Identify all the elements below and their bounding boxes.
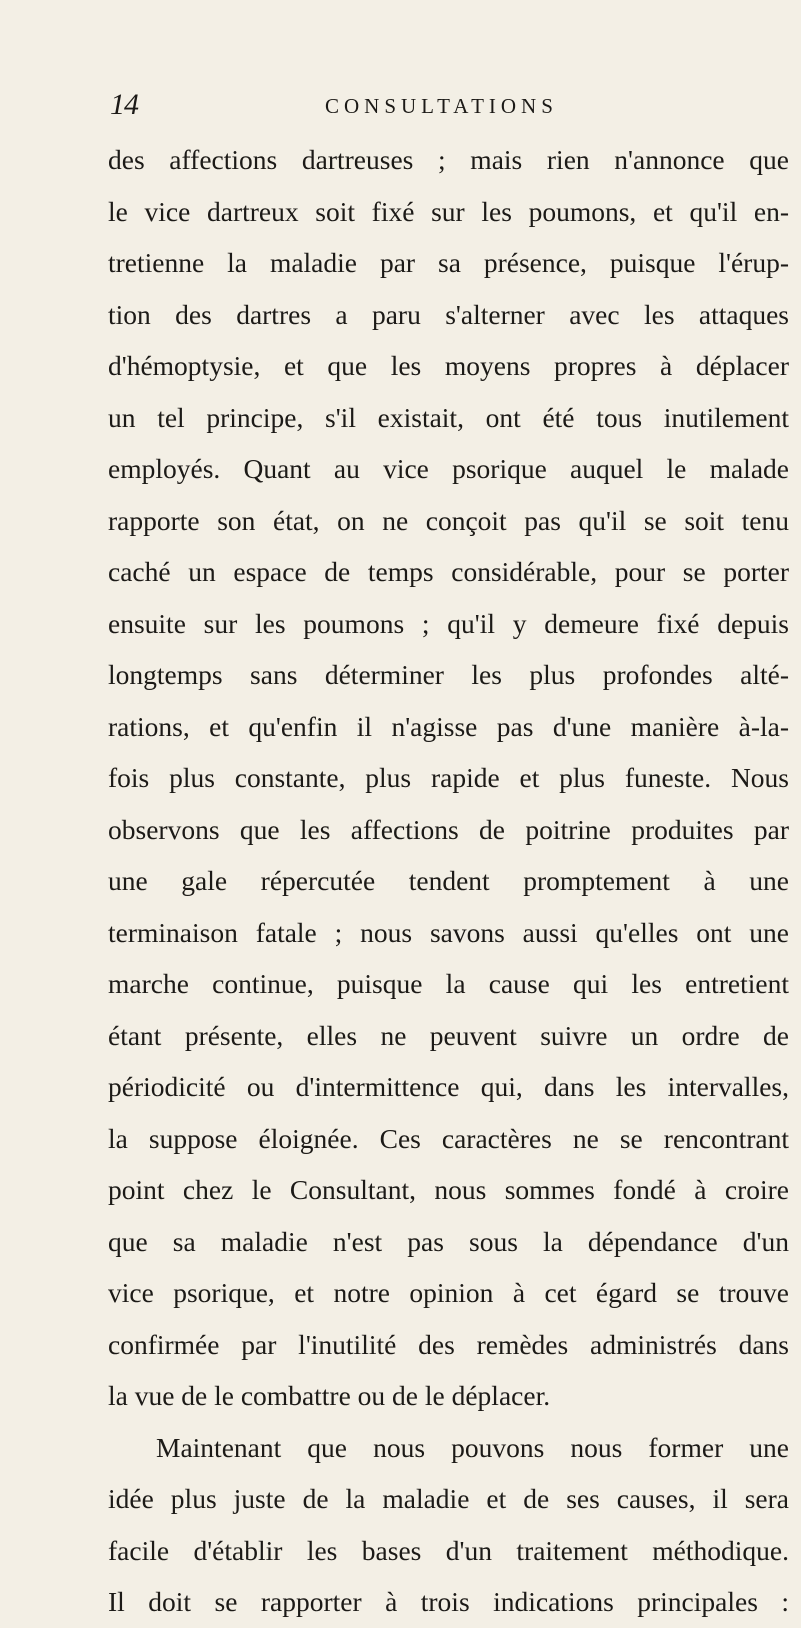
page-number: 14	[110, 88, 138, 121]
text-line: ensuite sur les poumons ; qu'il y demeure fixé depuis	[108, 607, 789, 639]
running-head: CONSULTATIONS	[325, 94, 558, 118]
text-line: des affections dartreuses ; mais rien n'annonce que	[108, 144, 789, 175]
text-line: Il doit se rapporter à trois indications principales :	[108, 1586, 789, 1617]
text-line: idée plus juste de la maladie et de ses causes, il sera	[108, 1483, 789, 1514]
text-line: un tel principe, s'il existait, ont été tous inutilement	[108, 401, 789, 433]
text-line: fois plus constante, plus rapide et plus funeste. Nous	[108, 762, 789, 793]
text-line: rations, et qu'enfin il n'agisse pas d'une manière à-la-	[108, 710, 789, 742]
text-line: tretienne la maladie par sa présence, puisque l'érup-	[108, 247, 789, 278]
text-line: vice psorique, et notre opinion à cet égard se trouve	[108, 1277, 789, 1308]
text-line: le vice dartreux soit fixé sur les poumons, et qu'il en-	[108, 195, 789, 227]
text-line: rapporte son état, on ne conçoit pas qu'il se soit tenu	[108, 504, 789, 536]
text-line: point chez le Consultant, nous sommes fondé à croire	[108, 1174, 789, 1205]
text-line: d'hémoptysie, et que les moyens propres à déplacer	[108, 350, 789, 381]
text-line: terminaison fatale ; nous savons aussi qu'elles ont une	[108, 916, 789, 948]
page-header	[110, 88, 790, 128]
text-line: longtemps sans déterminer les plus profondes alté-	[108, 659, 789, 690]
text-line: la suppose éloignée. Ces caractères ne se rencontrant	[108, 1122, 789, 1154]
text-line: étant présente, elles ne peuvent suivre un ordre de	[108, 1019, 789, 1051]
text-line: Maintenant que nous pouvons nous former une	[156, 1431, 789, 1463]
text-line: confirmée par l'inutilité des remèdes administrés dans	[108, 1328, 789, 1360]
text-line: périodicité ou d'intermittence qui, dans les intervalles,	[108, 1071, 789, 1102]
body-text	[108, 134, 789, 1628]
text-line: que sa maladie n'est pas sous la dépendance d'un	[108, 1225, 789, 1257]
text-line: tion des dartres a paru s'alterner avec les attaques	[108, 298, 789, 330]
text-line: marche continue, puisque la cause qui les entretient	[108, 968, 789, 999]
text-line: la vue de le combattre ou de le déplacer.	[108, 1380, 551, 1411]
text-line: une gale répercutée tendent promptement à une	[108, 865, 789, 896]
text-line: facile d'établir les bases d'un traitement méthodique.	[108, 1534, 789, 1566]
text-line: observons que les affections de poitrine produites par	[108, 813, 789, 845]
text-line: caché un espace de temps considérable, pour se porter	[108, 556, 789, 587]
text-line: employés. Quant au vice psorique auquel le malade	[108, 453, 789, 484]
